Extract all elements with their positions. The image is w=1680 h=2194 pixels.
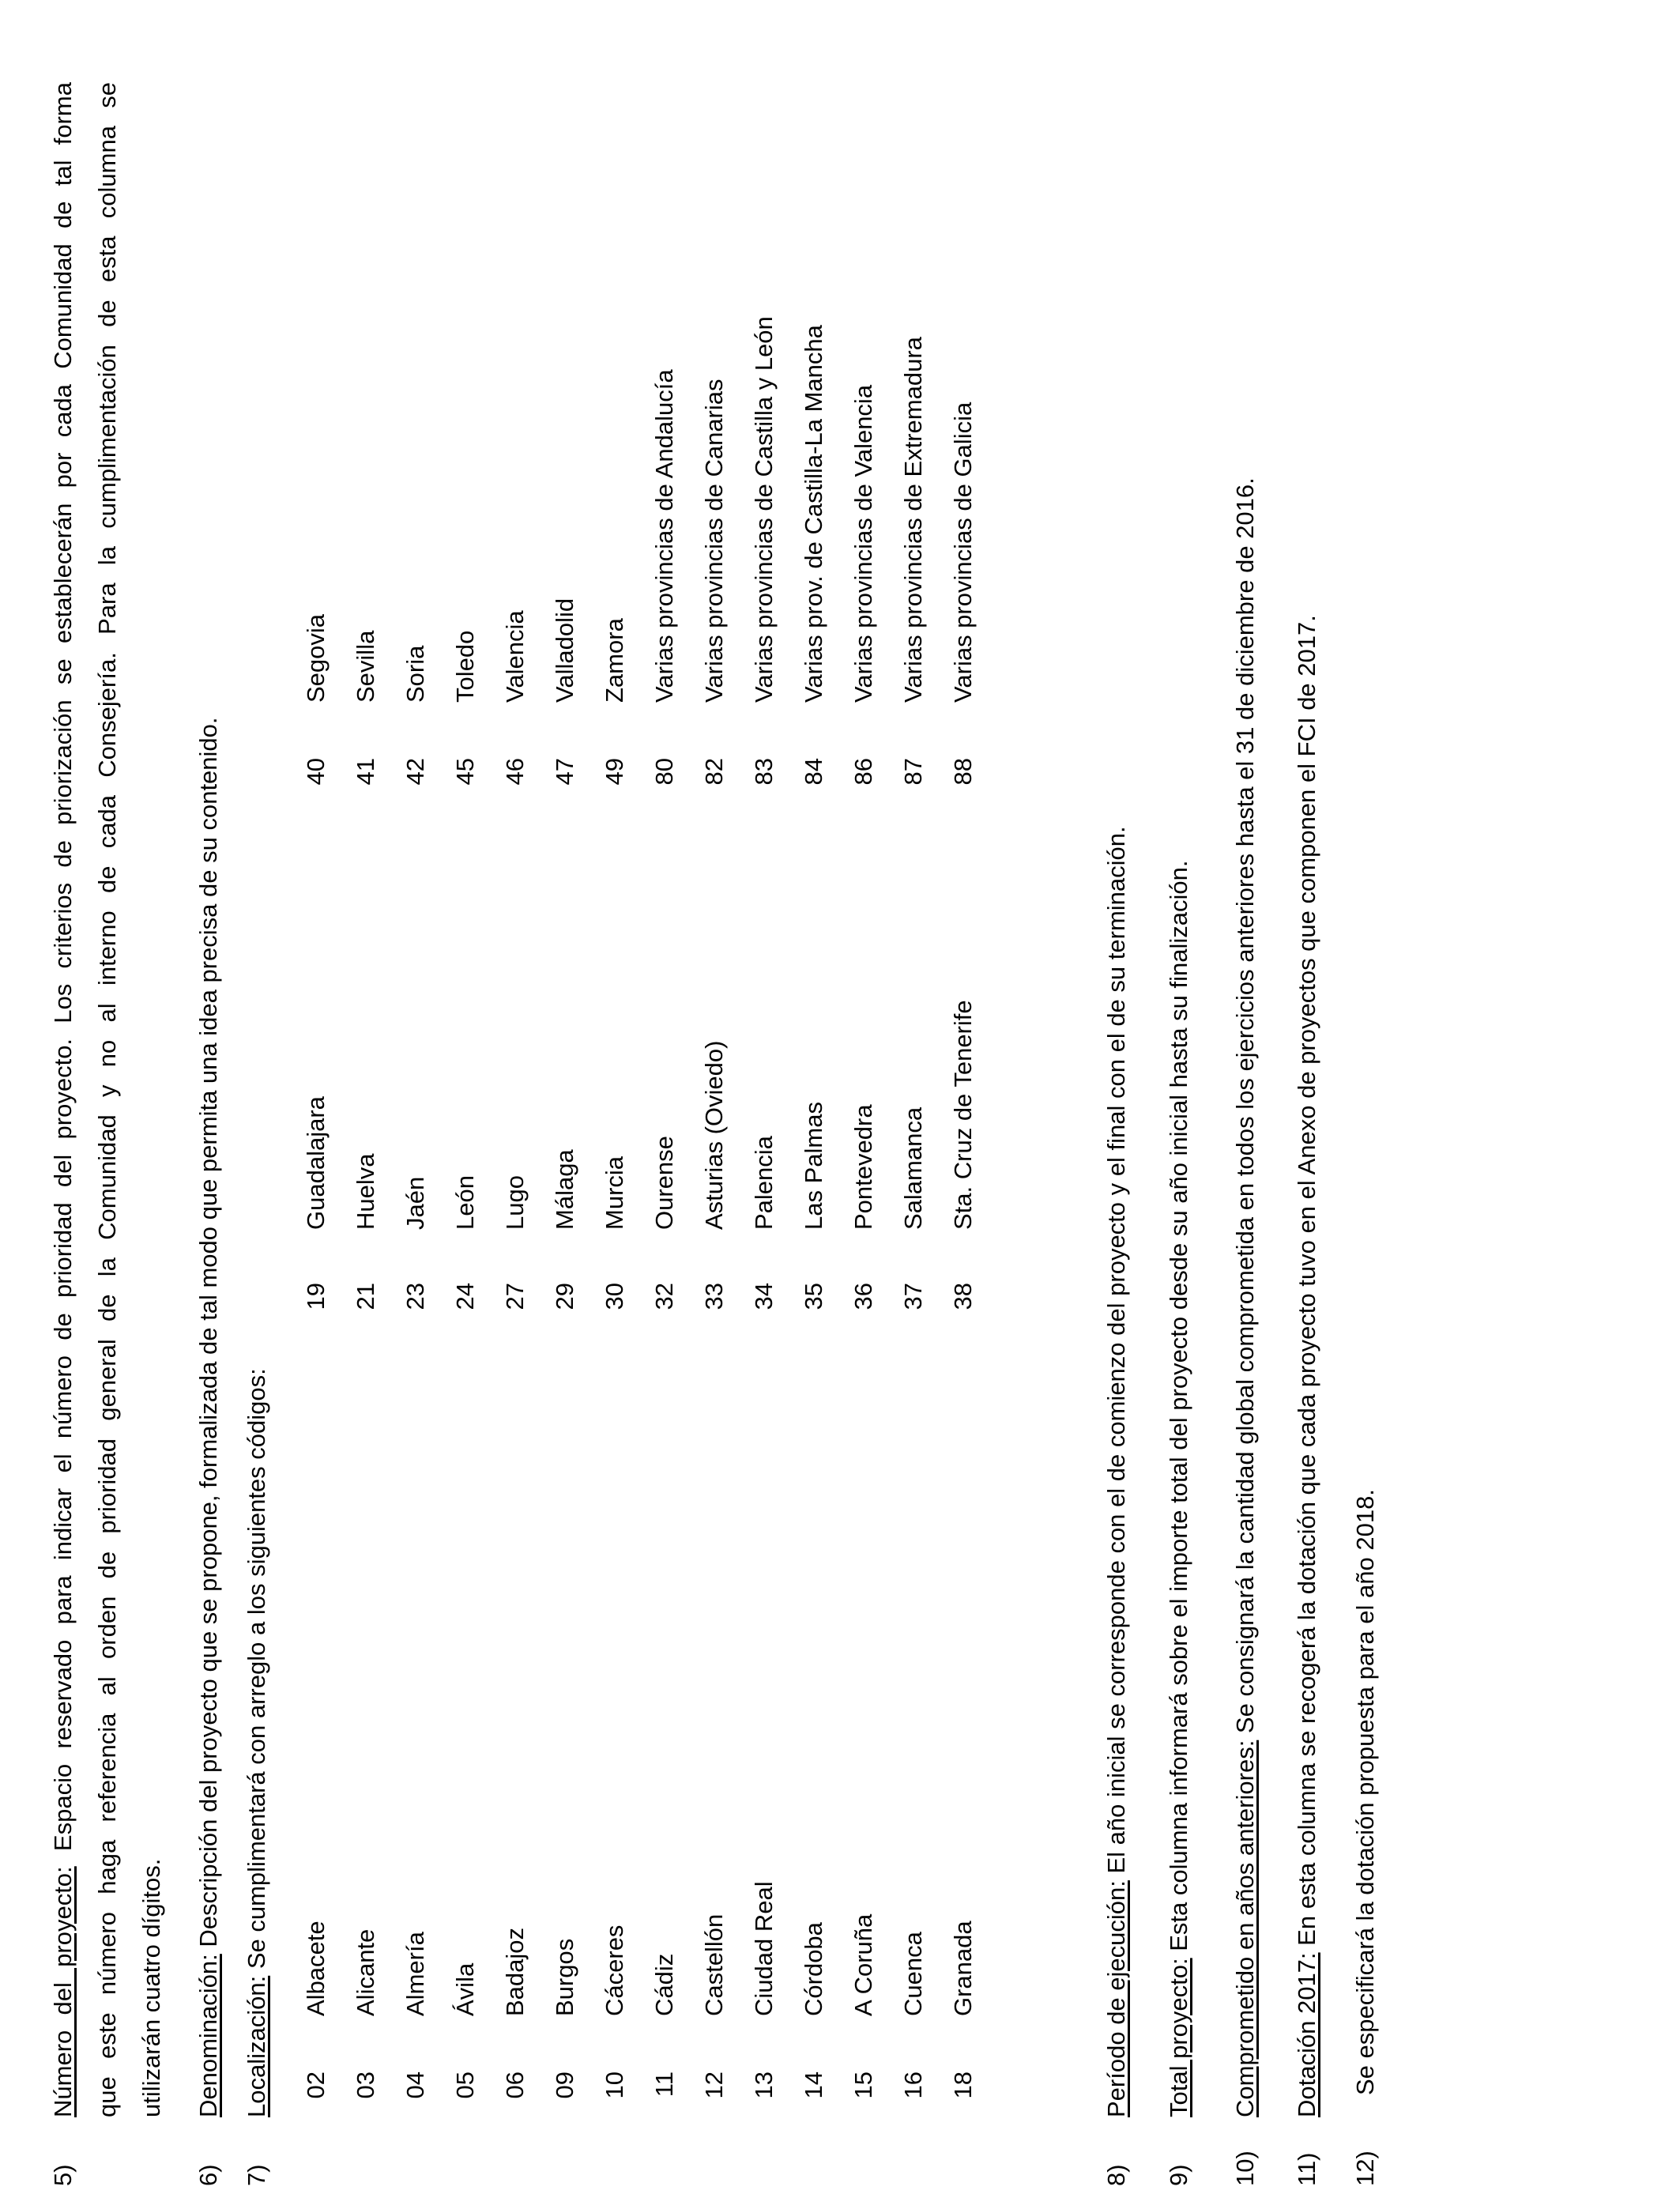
province-name: Varias provincias de Castilla y León [750, 316, 778, 703]
province-name: Soria [401, 645, 429, 703]
province-code: 35 [800, 1283, 827, 1310]
item-10-text [1223, 82, 1268, 2117]
province-name: Salamanca [899, 1106, 927, 1230]
item-6-label: Denominación: [194, 1954, 222, 2117]
item-5-line-2: que este número haga referencia al orden de prioridad general de la Comunidad y no al interno de cada Consejería. Para la cumplimentación de esta columna se [93, 82, 121, 2117]
province-name: Ourense [650, 1136, 678, 1230]
province-code: 04 [401, 2071, 429, 2099]
item-number: 8) [1102, 2164, 1130, 2186]
item-9-rest: Esta columna informará sobre el importe total del proyecto desde su año inicial hasta su finalización. [1165, 860, 1192, 1958]
province-code: 33 [700, 1283, 728, 1310]
province-code: 34 [750, 1283, 778, 1310]
item-number: 12) [1351, 2151, 1379, 2186]
item-5-label: Número del proyecto: [49, 1866, 77, 2117]
item-5-text [41, 82, 174, 2117]
province-row [947, 0, 997, 2194]
province-name: Zamora [601, 618, 628, 703]
province-name: Las Palmas [800, 1102, 827, 1230]
province-row [400, 0, 450, 2194]
province-name: Varias provincias de Andalucía [650, 369, 678, 703]
province-row [350, 0, 400, 2194]
province-row [649, 0, 699, 2194]
item-11-label: Dotación 2017: [1293, 1952, 1320, 2117]
province-code: 15 [849, 2071, 877, 2099]
province-code: 24 [451, 1283, 479, 1310]
province-name: Varias provincias de Extremadura [899, 337, 927, 703]
item-7-rest: Se cumplimentará con arreglo a los siguientes códigos: [243, 1368, 270, 1976]
province-name: Albacete [302, 1921, 330, 2016]
item-5-line-3: utilizarán cuatro dígitos. [137, 1858, 165, 2117]
item-number: 11) [1293, 2152, 1320, 2186]
item-9-label: Total proyecto: [1165, 1958, 1192, 2117]
province-name: Córdoba [800, 1922, 827, 2016]
province-row [748, 0, 798, 2194]
item-10-rest: Se consignará la cantidad global comprometida en todos los ejercicios anteriores hasta el 31 de diciembre de 2016. [1231, 477, 1259, 1740]
item-number: 6) [194, 2164, 222, 2186]
item-number: 5) [49, 2164, 77, 2186]
province-code: 88 [949, 758, 977, 786]
province-name: Murcia [601, 1155, 628, 1230]
province-code: 37 [899, 1283, 927, 1310]
province-name: Lugo [501, 1175, 529, 1230]
province-name: Almería [401, 1932, 429, 2016]
province-code: 13 [750, 2071, 778, 2099]
province-name: Varias prov. de Castilla-La Mancha [800, 325, 827, 703]
province-code: 32 [650, 1283, 678, 1310]
province-code: 06 [501, 2071, 529, 2099]
province-code: 40 [302, 758, 330, 786]
province-code: 12 [700, 2071, 728, 2099]
province-code: 02 [302, 2071, 330, 2099]
province-name: Málaga [551, 1149, 578, 1230]
item-7-text [235, 82, 279, 2117]
item-6-rest: Descripción del proyecto que se propone, formalizada de tal modo que permita una idea precisa de su contenido. [194, 717, 222, 1955]
province-code: 49 [601, 758, 628, 786]
province-code: 80 [650, 758, 678, 786]
item-12-text [1343, 60, 1388, 2095]
item-8-text [1094, 82, 1139, 2117]
item-9-text [1157, 82, 1201, 2117]
province-name: Alicante [352, 1928, 379, 2016]
item-7-label: Localización: [243, 1975, 270, 2117]
province-code: 30 [601, 1283, 628, 1310]
province-name: Ávila [451, 1962, 479, 2016]
province-code: 23 [401, 1283, 429, 1310]
province-name: Badajoz [501, 1927, 529, 2016]
province-code: 47 [551, 758, 578, 786]
province-row [599, 0, 649, 2194]
item-5-line-1-rest: Espacio reservado para indicar el número de prioridad del proyecto. Los criterios de priorización se establecerán por cada Comunidad de tal forma [49, 82, 77, 1867]
province-name: A Coruña [849, 1913, 877, 2016]
province-row [798, 0, 848, 2194]
province-code: 05 [451, 2071, 479, 2099]
province-name: Ciudad Real [750, 1881, 778, 2016]
province-code: 14 [800, 2071, 827, 2099]
province-name: Segovia [302, 613, 330, 703]
province-name: Burgos [551, 1938, 578, 2016]
province-code: 18 [949, 2071, 977, 2099]
province-name: Asturias (Oviedo) [700, 1040, 728, 1230]
province-code: 87 [899, 758, 927, 786]
province-code: 29 [551, 1283, 578, 1310]
item-11-text [1285, 82, 1329, 2117]
province-code: 42 [401, 758, 429, 786]
province-name: Sta. Cruz de Tenerife [949, 1000, 977, 1230]
province-name: León [451, 1175, 479, 1230]
province-name: Huelva [352, 1153, 379, 1230]
province-code: 36 [849, 1283, 877, 1310]
province-row [898, 0, 947, 2194]
province-row [549, 0, 599, 2194]
province-name: Granada [949, 1921, 977, 2016]
item-number: 9) [1165, 2164, 1192, 2186]
item-12-rest: Se especificará la dotación propuesta para el año 2018. [1351, 1489, 1379, 2095]
province-code: 45 [451, 758, 479, 786]
province-code: 21 [352, 1283, 379, 1310]
province-name: Cádiz [650, 1953, 678, 2016]
province-code: 19 [302, 1283, 330, 1310]
province-row [300, 0, 350, 2194]
province-name: Valladolid [551, 598, 578, 703]
province-name: Cáceres [601, 1924, 628, 2016]
province-name: Pontevedra [849, 1104, 877, 1230]
province-name: Varias provincias de Canarias [700, 379, 728, 703]
province-row [699, 0, 748, 2194]
province-code: 38 [949, 1283, 977, 1310]
province-row [499, 0, 549, 2194]
province-code: 46 [501, 758, 529, 786]
item-8-rest: El año inicial se corresponde con el de comienzo del proyecto y el final con el de su terminación. [1102, 826, 1130, 1881]
province-name: Cuenca [899, 1932, 927, 2016]
province-name: Varias provincias de Valencia [849, 384, 877, 703]
province-code: 10 [601, 2071, 628, 2099]
province-row [848, 0, 898, 2194]
item-number: 7) [243, 2164, 270, 2186]
item-6-text [186, 82, 231, 2117]
province-name: Castellón [700, 1913, 728, 2016]
province-row [450, 0, 499, 2194]
province-code: 82 [700, 758, 728, 786]
province-name: Toledo [451, 630, 479, 703]
province-name: Valencia [501, 610, 529, 703]
item-10-label: Comprometido en años anteriores: [1231, 1740, 1259, 2117]
province-name: Varias provincias de Galicia [949, 401, 977, 703]
item-11-rest: En esta columna se recogerá la dotación que cada proyecto tuvo en el Anexo de proyectos que componen el FCI de 2017. [1293, 615, 1320, 1953]
province-codes-table [300, 0, 1011, 2194]
item-5-line-1 [41, 82, 85, 2117]
province-code: 83 [750, 758, 778, 786]
province-code: 11 [650, 2071, 678, 2098]
item-8-label: Período de ejecución: [1102, 1880, 1130, 2117]
province-code: 03 [352, 2071, 379, 2099]
province-name: Sevilla [352, 630, 379, 703]
province-name: Palencia [750, 1136, 778, 1230]
province-code: 84 [800, 758, 827, 786]
province-code: 16 [899, 2071, 927, 2099]
province-code: 09 [551, 2071, 578, 2099]
province-code: 27 [501, 1283, 529, 1310]
item-number: 10) [1231, 2151, 1259, 2186]
province-code: 86 [849, 758, 877, 786]
province-name: Guadalajara [302, 1096, 330, 1230]
province-name: Jaén [401, 1176, 429, 1230]
province-code: 41 [352, 758, 379, 786]
